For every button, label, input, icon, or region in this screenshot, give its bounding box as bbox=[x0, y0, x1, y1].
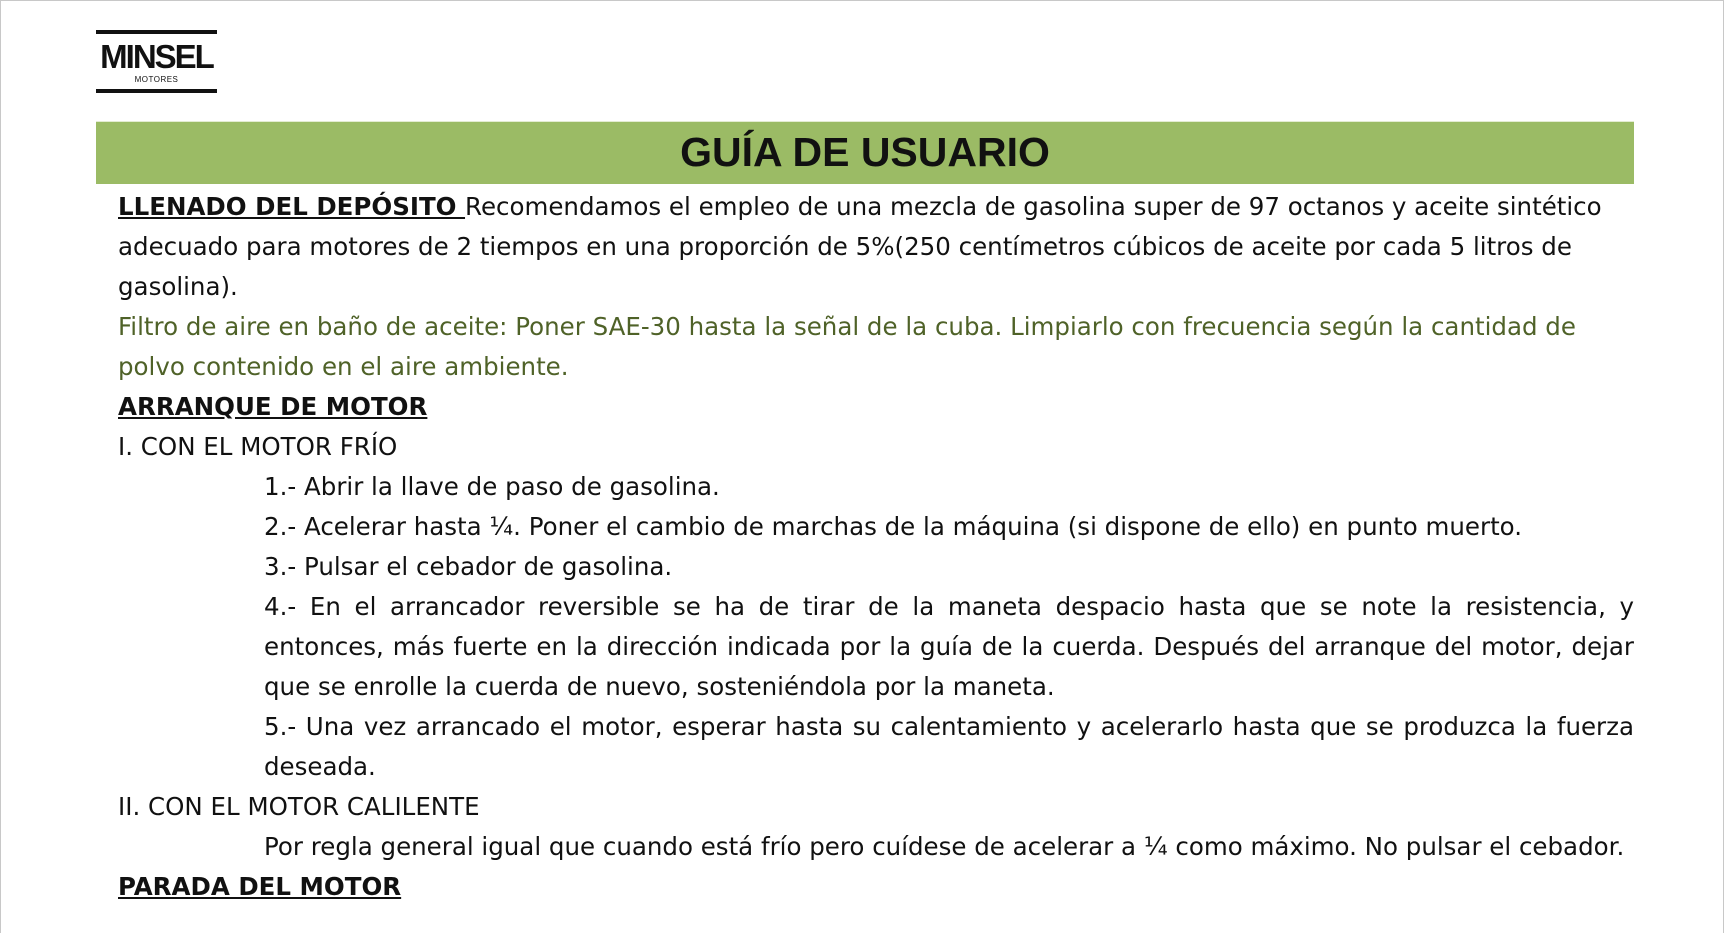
stop-heading: PARADA DEL MOTOR bbox=[118, 872, 402, 901]
start-heading-line bbox=[118, 387, 1634, 427]
start-heading: ARRANQUE DE MOTOR bbox=[118, 392, 428, 421]
page-title: GUÍA DE USUARIO bbox=[680, 129, 1050, 175]
filter-note: Filtro de aire en baño de aceite: Poner SAE-30 hasta la señal de la cuba. Limpiarlo con frecuencia según la cantidad de polvo contenido en el aire ambiente. bbox=[118, 312, 1576, 381]
logo-brand: MINSEL bbox=[100, 38, 213, 75]
logo-top-bar bbox=[96, 30, 217, 34]
title-banner bbox=[96, 121, 1634, 184]
filling-heading: LLENADO DEL DEPÓSITO bbox=[118, 192, 466, 221]
hot-start-label: II. CON EL MOTOR CALILENTE bbox=[118, 792, 480, 821]
filling-text: Recomendamos el empleo de una mezcla de gasolina super de 97 octanos y aceite sintético adecuado para motores de 2 tiempos en una proporción de 5%(250 centímetros cúbicos de aceite por cada 5 litros de gasolina). bbox=[118, 192, 1602, 301]
logo-subtitle: MOTORES bbox=[134, 75, 179, 84]
cold-step-5: 5.- Una vez arrancado el motor, esperar hasta su calentamiento y acelerarlo hasta que se produzca la fuerza deseada. bbox=[264, 712, 1634, 781]
cold-step-1: 1.- Abrir la llave de paso de gasolina. bbox=[264, 472, 720, 501]
minsel-logo bbox=[96, 30, 217, 95]
logo-bottom-bar bbox=[96, 89, 217, 93]
cold-step-3: 3.- Pulsar el cebador de gasolina. bbox=[264, 552, 673, 581]
cold-step-2: 2.- Acelerar hasta ¼. Poner el cambio de marchas de la máquina (si dispone de ello) en punto muerto. bbox=[264, 512, 1523, 541]
cold-step-4: 4.- En el arrancador reversible se ha de tirar de la maneta despacio hasta que se note la resistencia, y entonces, más fuerte en la dirección indicada por la guía de la cuerda. Después del arranque del motor, dejar que se enrolle la cuerda de nuevo, sosteniéndola por la maneta. bbox=[264, 592, 1634, 701]
stop-heading-line bbox=[118, 867, 1634, 907]
filling-paragraph bbox=[118, 187, 1634, 307]
document-body bbox=[118, 187, 1634, 907]
cold-start-label: I. CON EL MOTOR FRÍO bbox=[118, 432, 398, 461]
hot-start-text: Por regla general igual que cuando está frío pero cuídese de acelerar a ¼ como máximo. No pulsar el cebador. bbox=[264, 832, 1625, 861]
